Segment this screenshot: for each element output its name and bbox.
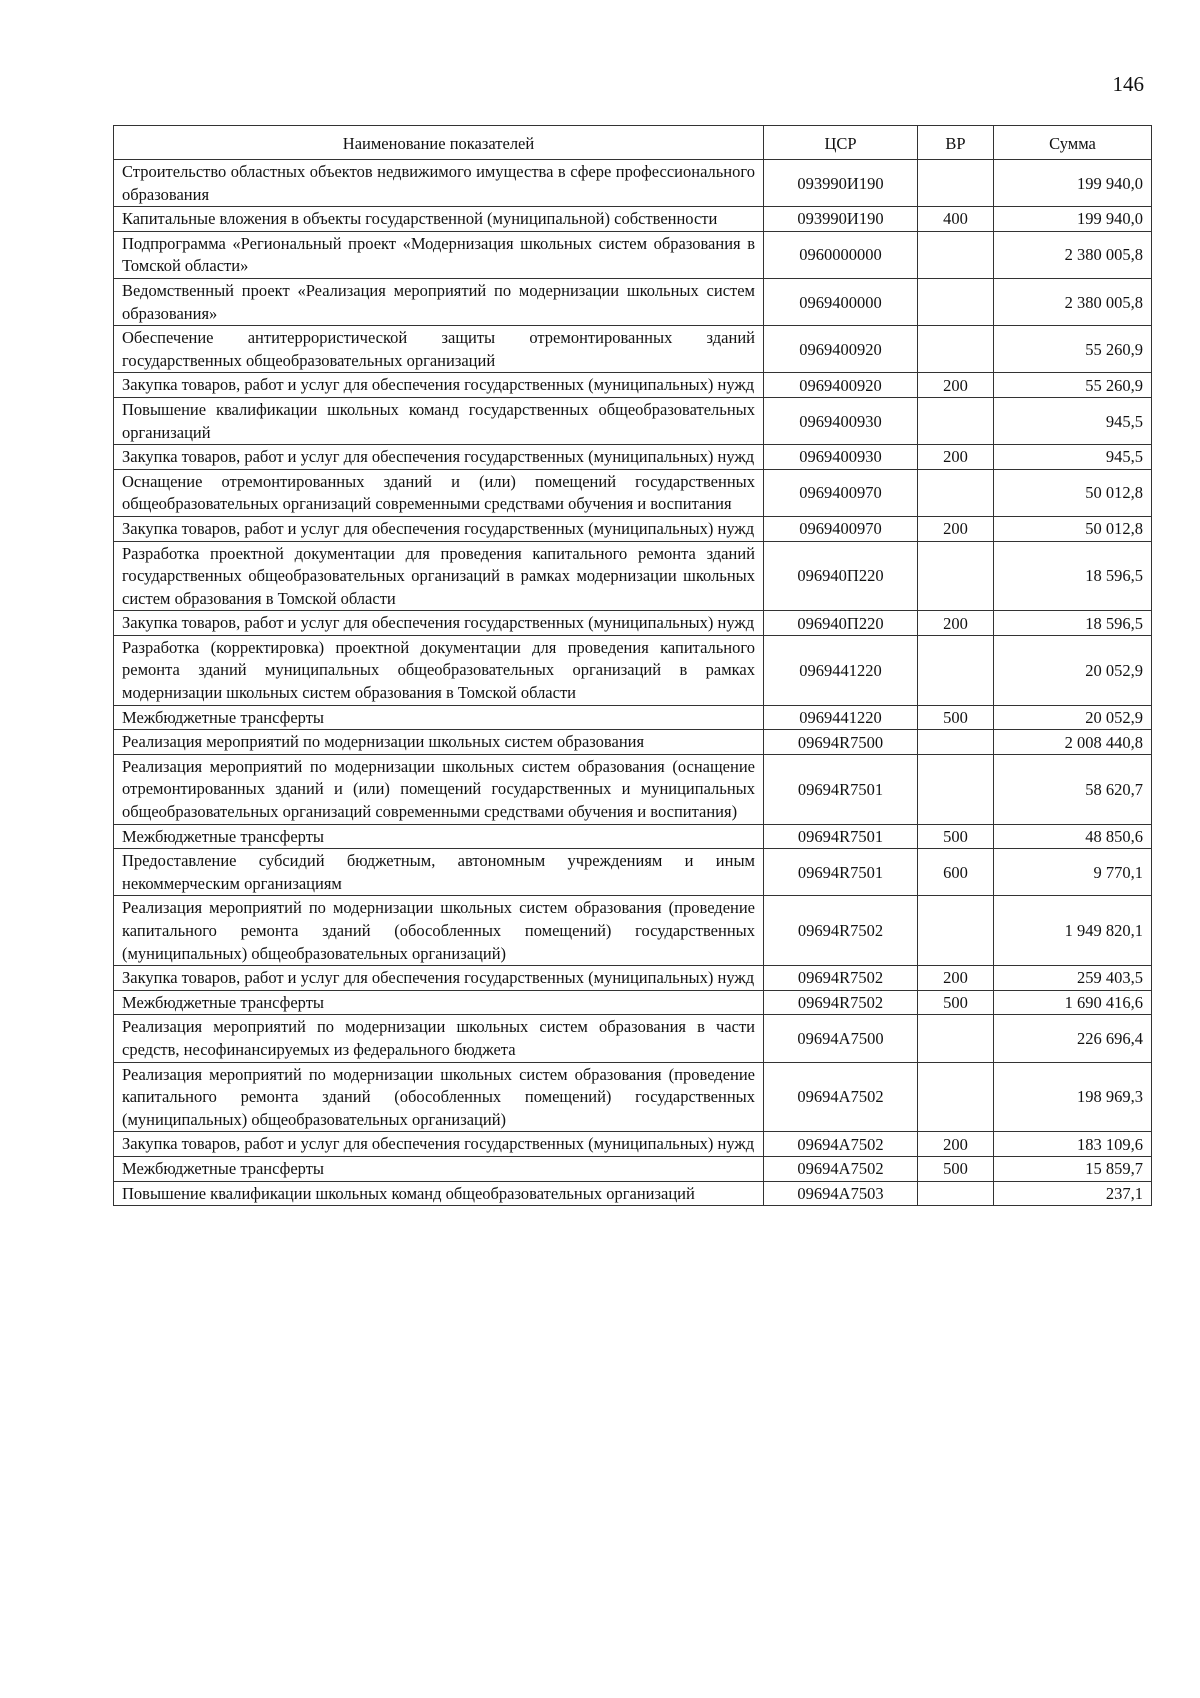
row-csr: 096940П220: [764, 611, 918, 636]
row-sum: 945,5: [994, 445, 1152, 470]
row-name: Повышение квалификации школьных команд общеобразовательных организаций: [114, 1181, 764, 1206]
table-row: [114, 754, 1152, 824]
row-vr: 500: [918, 1156, 994, 1181]
row-name: Закупка товаров, работ и услуг для обеспечения государственных (муниципальных) нужд: [114, 611, 764, 636]
row-vr: 400: [918, 207, 994, 232]
row-name: Закупка товаров, работ и услуг для обеспечения государственных (муниципальных) нужд: [114, 445, 764, 470]
row-sum: 20 052,9: [994, 635, 1152, 705]
row-name: Реализация мероприятий по модернизации школьных систем образования в части средств, несофинансируемых из федерального бюджета: [114, 1015, 764, 1062]
table-row: [114, 824, 1152, 849]
table-row: [114, 705, 1152, 730]
header-sum: Сумма: [994, 126, 1152, 160]
row-sum: 945,5: [994, 397, 1152, 444]
row-csr: 09694R7502: [764, 990, 918, 1015]
row-name: Закупка товаров, работ и услуг для обеспечения государственных (муниципальных) нужд: [114, 373, 764, 398]
row-vr: [918, 754, 994, 824]
row-csr: 09694R7500: [764, 730, 918, 755]
table-row: [114, 1062, 1152, 1132]
row-csr: 09694R7502: [764, 896, 918, 966]
row-name: Ведомственный проект «Реализация мероприятий по модернизации школьных систем образования»: [114, 278, 764, 325]
row-csr: 0969400920: [764, 373, 918, 398]
row-csr: 0969400970: [764, 516, 918, 541]
header-vr: ВР: [918, 126, 994, 160]
row-vr: 600: [918, 849, 994, 896]
row-vr: [918, 635, 994, 705]
row-name: Оснащение отремонтированных зданий и (или) помещений государственных общеобразовательных организаций современными средствами обучения и воспитания: [114, 469, 764, 516]
row-name: Реализация мероприятий по модернизации школьных систем образования (проведение капитального ремонта зданий (обособленных помещений) государственных (муниципальных) общеобразовательных организаций): [114, 896, 764, 966]
row-name: Повышение квалификации школьных команд государственных общеобразовательных организаций: [114, 397, 764, 444]
row-vr: [918, 278, 994, 325]
row-csr: 096940П220: [764, 541, 918, 611]
row-vr: [918, 1015, 994, 1062]
row-sum: 50 012,8: [994, 516, 1152, 541]
row-name: Реализация мероприятий по модернизации школьных систем образования: [114, 730, 764, 755]
table-row: [114, 1156, 1152, 1181]
table-row: [114, 730, 1152, 755]
header-row: [114, 126, 1152, 160]
page-number: 146: [1112, 72, 1144, 96]
table-row: [114, 966, 1152, 991]
table-row: [114, 896, 1152, 966]
row-vr: 200: [918, 373, 994, 398]
table-row: [114, 469, 1152, 516]
table-row: [114, 207, 1152, 232]
table-row: [114, 278, 1152, 325]
row-csr: 09694A7502: [764, 1062, 918, 1132]
row-sum: 2 008 440,8: [994, 730, 1152, 755]
table-row: [114, 1132, 1152, 1157]
row-csr: 09694A7503: [764, 1181, 918, 1206]
row-name: Межбюджетные трансферты: [114, 1156, 764, 1181]
budget-table: [113, 125, 1152, 1206]
row-vr: [918, 160, 994, 207]
row-csr: 093990И190: [764, 207, 918, 232]
row-sum: 55 260,9: [994, 326, 1152, 373]
row-name: Межбюджетные трансферты: [114, 705, 764, 730]
row-vr: [918, 896, 994, 966]
table-row: [114, 990, 1152, 1015]
row-csr: 09694R7501: [764, 824, 918, 849]
row-csr: 09694A7502: [764, 1132, 918, 1157]
row-name: Закупка товаров, работ и услуг для обеспечения государственных (муниципальных) нужд: [114, 1132, 764, 1157]
row-csr: 0969400930: [764, 445, 918, 470]
row-csr: 0969400970: [764, 469, 918, 516]
row-vr: 500: [918, 824, 994, 849]
row-vr: 500: [918, 990, 994, 1015]
row-vr: 500: [918, 705, 994, 730]
table-row: [114, 1015, 1152, 1062]
table-row: [114, 849, 1152, 896]
row-name: Реализация мероприятий по модернизации школьных систем образования (проведение капитального ремонта зданий (обособленных помещений) государственных (муниципальных) общеобразовательных организаций): [114, 1062, 764, 1132]
row-name: Закупка товаров, работ и услуг для обеспечения государственных (муниципальных) нужд: [114, 966, 764, 991]
row-vr: [918, 231, 994, 278]
row-name: Разработка проектной документации для проведения капитального ремонта зданий государственных общеобразовательных организаций в рамках модернизации школьных систем образования в Томской области: [114, 541, 764, 611]
table-row: [114, 611, 1152, 636]
row-vr: [918, 397, 994, 444]
row-csr: 0960000000: [764, 231, 918, 278]
table-row: [114, 541, 1152, 611]
row-vr: [918, 326, 994, 373]
row-sum: 50 012,8: [994, 469, 1152, 516]
row-sum: 199 940,0: [994, 207, 1152, 232]
row-sum: 58 620,7: [994, 754, 1152, 824]
row-name: Обеспечение антитеррористической защиты отремонтированных зданий государственных общеобразовательных организаций: [114, 326, 764, 373]
row-csr: 09694A7500: [764, 1015, 918, 1062]
table-row: [114, 326, 1152, 373]
row-sum: 18 596,5: [994, 611, 1152, 636]
row-sum: 15 859,7: [994, 1156, 1152, 1181]
header-name: Наименование показателей: [114, 126, 764, 160]
row-sum: 9 770,1: [994, 849, 1152, 896]
row-name: Разработка (корректировка) проектной документации для проведения капитального ремонта зданий муниципальных общеобразовательных организаций в рамках модернизации школьных систем образования в Томской области: [114, 635, 764, 705]
row-csr: 09694A7502: [764, 1156, 918, 1181]
row-name: Закупка товаров, работ и услуг для обеспечения государственных (муниципальных) нужд: [114, 516, 764, 541]
row-vr: 200: [918, 516, 994, 541]
row-vr: 200: [918, 445, 994, 470]
row-vr: [918, 730, 994, 755]
row-csr: 0969400920: [764, 326, 918, 373]
row-name: Строительство областных объектов недвижимого имущества в сфере профессионального образования: [114, 160, 764, 207]
row-csr: 0969400930: [764, 397, 918, 444]
table-row: [114, 516, 1152, 541]
row-sum: 183 109,6: [994, 1132, 1152, 1157]
row-sum: 226 696,4: [994, 1015, 1152, 1062]
row-name: Подпрограмма «Региональный проект «Модернизация школьных систем образования в Томской области»: [114, 231, 764, 278]
table-row: [114, 373, 1152, 398]
row-sum: 199 940,0: [994, 160, 1152, 207]
row-sum: 198 969,3: [994, 1062, 1152, 1132]
row-vr: 200: [918, 611, 994, 636]
row-sum: 2 380 005,8: [994, 278, 1152, 325]
row-vr: [918, 1062, 994, 1132]
row-sum: 18 596,5: [994, 541, 1152, 611]
table-row: [114, 1181, 1152, 1206]
row-name: Реализация мероприятий по модернизации школьных систем образования (оснащение отремонтированных зданий и (или) помещений государственных и муниципальных общеобразовательных организаций современными средствами обучения и воспитания): [114, 754, 764, 824]
row-vr: [918, 1181, 994, 1206]
table-row: [114, 635, 1152, 705]
row-csr: 093990И190: [764, 160, 918, 207]
row-csr: 0969400000: [764, 278, 918, 325]
row-sum: 2 380 005,8: [994, 231, 1152, 278]
row-sum: 20 052,9: [994, 705, 1152, 730]
row-sum: 259 403,5: [994, 966, 1152, 991]
row-name: Межбюджетные трансферты: [114, 824, 764, 849]
row-csr: 09694R7502: [764, 966, 918, 991]
header-csr: ЦСР: [764, 126, 918, 160]
row-csr: 0969441220: [764, 635, 918, 705]
row-sum: 1 949 820,1: [994, 896, 1152, 966]
row-sum: 237,1: [994, 1181, 1152, 1206]
row-sum: 1 690 416,6: [994, 990, 1152, 1015]
row-csr: 09694R7501: [764, 754, 918, 824]
row-name: Капитальные вложения в объекты государственной (муниципальной) собственности: [114, 207, 764, 232]
row-name: Предоставление субсидий бюджетным, автономным учреждениям и иным некоммерческим организациям: [114, 849, 764, 896]
table-row: [114, 397, 1152, 444]
row-csr: 09694R7501: [764, 849, 918, 896]
row-sum: 48 850,6: [994, 824, 1152, 849]
table-row: [114, 445, 1152, 470]
row-vr: [918, 469, 994, 516]
table-row: [114, 231, 1152, 278]
table-row: [114, 160, 1152, 207]
row-vr: 200: [918, 1132, 994, 1157]
row-vr: [918, 541, 994, 611]
row-csr: 0969441220: [764, 705, 918, 730]
row-vr: 200: [918, 966, 994, 991]
row-name: Межбюджетные трансферты: [114, 990, 764, 1015]
row-sum: 55 260,9: [994, 373, 1152, 398]
